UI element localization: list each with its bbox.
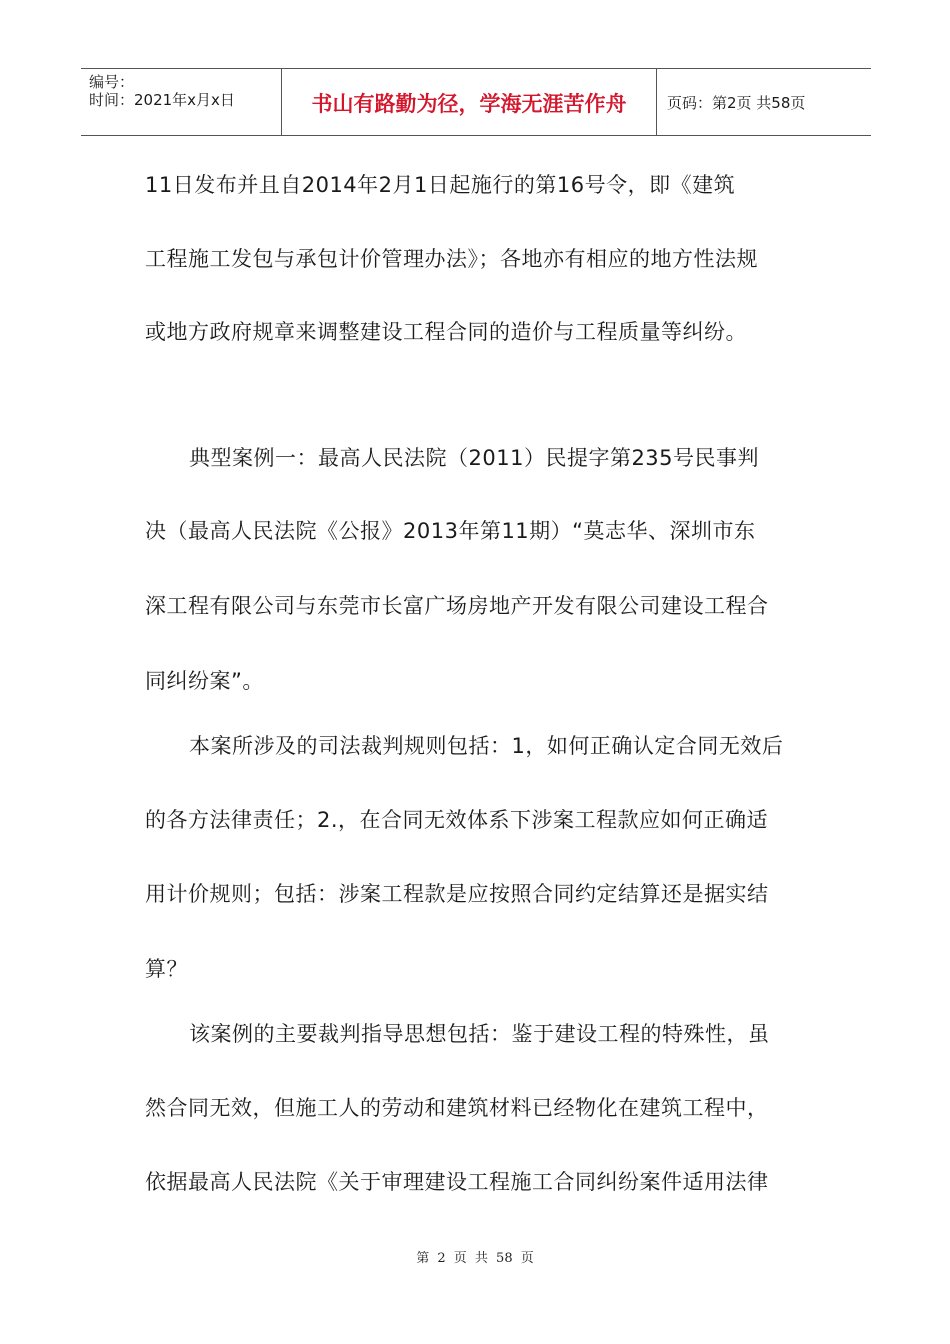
body-line: 决（最高人民法院《公报》2013年第11期）“莫志华、深圳市东 (145, 519, 756, 543)
body-line: 11日发布并且自2014年2月1日起施行的第16号令，即《建筑 (145, 173, 736, 197)
body-line: 然合同无效，但施工人的劳动和建筑材料已经物化在建筑工程中， (145, 1096, 769, 1120)
header-page-cell (657, 69, 871, 135)
body-line: 依据最高人民法院《关于审理建设工程施工合同纠纷案件适用法律 (145, 1170, 769, 1194)
page-header (81, 68, 871, 136)
document-time-label: 时间：2021年x月x日 (89, 91, 235, 109)
body-line: 同纠纷案”。 (145, 669, 264, 693)
page-footer: 第 2 页 共 58 页 (416, 1251, 534, 1266)
header-motto: 书山有路勤为径，学海无涯苦作舟 (311, 92, 627, 116)
body-line: 该案例的主要裁判指导思想包括：鉴于建设工程的特殊性，虽 (189, 1022, 770, 1046)
body-line: 深工程有限公司与东莞市长富广场房地产开发有限公司建设工程合 (145, 594, 769, 618)
body-line: 工程施工发包与承包计价管理办法》；各地亦有相应的地方性法规 (145, 247, 758, 271)
body-line: 用计价规则；包括：涉案工程款是应按照合同约定结算还是据实结 (145, 882, 769, 906)
body-line: 算？ (145, 957, 188, 981)
document-number-label: 编号： (89, 73, 135, 91)
header-info-cell (81, 69, 282, 135)
body-line: 的各方法律责任；2.，在合同无效体系下涉案工程款应如何正确适 (145, 808, 769, 832)
header-motto-cell (282, 69, 657, 135)
header-page-info: 页码：第2页 共58页 (667, 94, 806, 112)
body-line: 典型案例一：最高人民法院（2011）民提字第235号民事判 (189, 446, 760, 470)
body-line: 本案所涉及的司法裁判规则包括：1，如何正确认定合同无效后 (189, 734, 784, 758)
body-line: 或地方政府规章来调整建设工程合同的造价与工程质量等纠纷。 (145, 320, 747, 344)
